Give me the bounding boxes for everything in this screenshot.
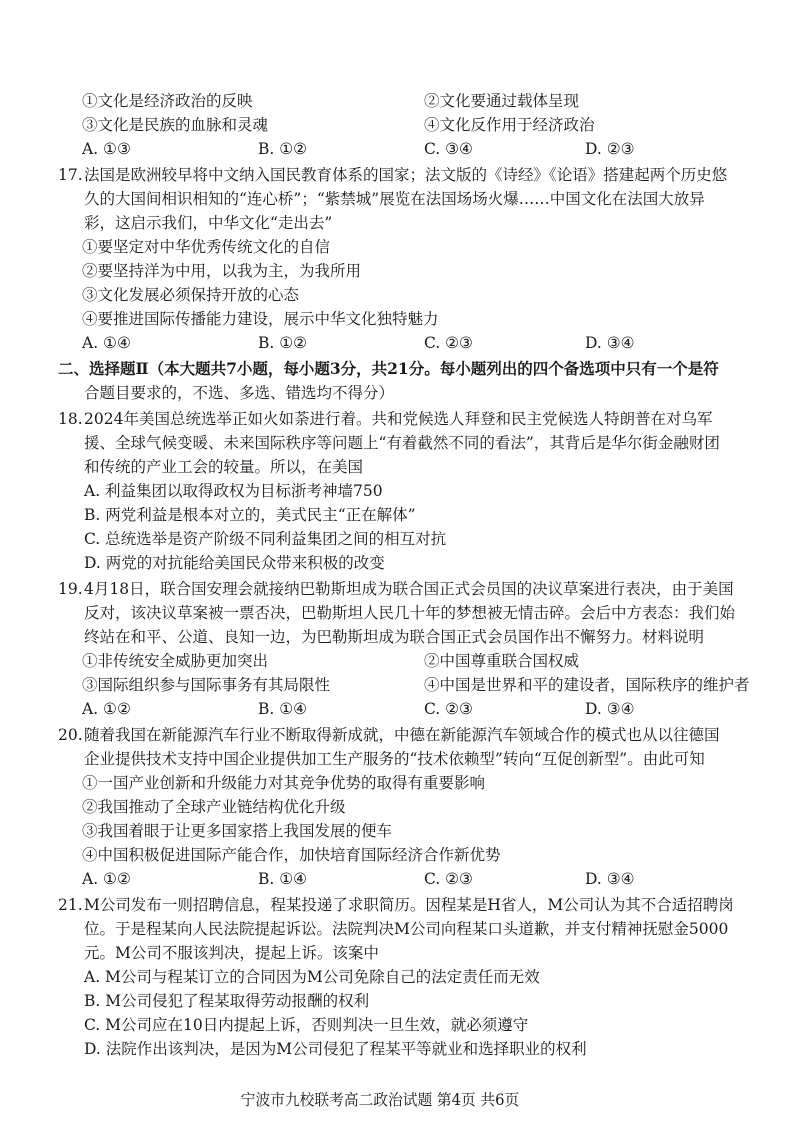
q21-option-c: C. M公司应在10日内提起上诉，否则判决一旦生效，就必须遵守: [84, 1016, 529, 1034]
q17-option-a: A. ①④: [82, 334, 131, 352]
q16-statement-1: ①文化是经济政治的反映: [82, 92, 253, 110]
q17-statement-4: ④要推进国际传播能力建设，展示中华文化独特魅力: [82, 310, 439, 328]
q19-statement-2: ②中国尊重联合国权威: [424, 652, 580, 670]
q16-option-a: A. ①③: [82, 140, 131, 158]
q18-stem-line-2: 援、全球气候变暖、未来国际秩序等问题上“有着截然不同的看法”，其背后是华尔街金融财团: [84, 434, 720, 452]
q18-stem-line-3: 和传统的产业工会的较量。所以，在美国: [84, 458, 364, 476]
q20-statement-1: ①一国产业创新和升级能力对其竞争优势的取得有重要影响: [82, 774, 486, 792]
q19-statement-3: ③国际组织参与国际事务有其局限性: [82, 676, 331, 694]
q21-number: 21.: [58, 896, 83, 914]
q16-statement-4: ④文化反作用于经济政治: [424, 116, 595, 134]
q19-stem-line-3: 终站在和平、公道、良知一边，为巴勒斯坦成为联合国正式会员国作出不懈努力。材料说明: [84, 628, 705, 646]
q20-option-a: A. ①②: [82, 870, 131, 888]
q18-option-d: D. 两党的对抗能给美国民众带来积极的改变: [84, 554, 385, 572]
q21-stem-line-2: 位。于是程某向人民法院提起诉讼。法院判决M公司向程某口头道歉，并支付精神抚慰金5000: [84, 920, 729, 938]
q21-option-b: B. M公司侵犯了程某取得劳动报酬的权利: [84, 992, 370, 1010]
q19-option-d: D. ③④: [585, 700, 635, 718]
q19-stem-line-1: 4月18日，联合国安理会就接纳巴勒斯坦成为联合国正式会员国的决议草案进行表决，由于美国: [84, 580, 734, 598]
q21-option-d: D. 法院作出该判决，是因为M公司侵犯了程某平等就业和选择职业的权利: [84, 1040, 587, 1058]
q20-stem-line-1: 随着我国在新能源汽车行业不断取得新成就，中德在新能源汽车领域合作的模式也从以往德国: [84, 726, 720, 744]
q20-option-b: B. ①④: [258, 870, 308, 888]
q17-number: 17.: [58, 166, 83, 184]
q19-option-a: A. ①②: [82, 700, 131, 718]
q20-number: 20.: [58, 726, 83, 744]
q20-statement-3: ③我国着眼于让更多国家搭上我国发展的便车: [82, 822, 393, 840]
q17-stem-line-3: 彩，这启示我们，中华文化“走出去”: [84, 214, 333, 232]
section-2-heading-line-2: 合题目要求的，不选、多选、错选均不得分）: [84, 384, 395, 402]
q17-statement-2: ②要坚持洋为中用，以我为主，为我所用: [82, 262, 362, 280]
page-footer: 宁波市九校联考高二政治试题 第4页 共6页: [240, 1091, 520, 1109]
q16-option-b: B. ①②: [258, 140, 308, 158]
q19-statement-4: ④中国是世界和平的建设者，国际秩序的维护者: [424, 676, 750, 694]
section-2-heading-text: 二、选择题Ⅱ（本大题共7小题，每小题3分，共21分。每小题列出的四个备选项中只有一个是符: [58, 359, 719, 378]
q20-option-c: C. ②③: [424, 870, 473, 888]
q17-option-b: B. ①②: [258, 334, 308, 352]
q16-option-d: D. ②③: [585, 140, 635, 158]
q19-statement-1: ①非传统安全威胁更加突出: [82, 652, 269, 670]
q21-stem-line-3: 元。M公司不服该判决，提起上诉。该案中: [84, 944, 379, 962]
q17-option-c: C. ②③: [424, 334, 473, 352]
q17-stem-line-1: 法国是欧洲较早将中文纳入国民教育体系的国家；法文版的《诗经》《论语》搭建起两个历史悠: [84, 166, 728, 184]
q17-statement-3: ③文化发展必须保持开放的心态: [82, 286, 300, 304]
q20-statement-4: ④中国积极促进国际产能合作，加快培育国际经济合作新优势: [82, 846, 501, 864]
q18-option-c: C. 总统选举是资产阶级不同利益集团之间的相互对抗: [84, 530, 447, 548]
q18-stem-line-1: 2024年美国总统选举正如火如荼进行着。共和党候选人拜登和民主党候选人特朗普在对乌军: [84, 410, 713, 428]
q16-statement-2: ②文化要通过载体呈现: [424, 92, 580, 110]
q18-option-a: A. 利益集团以取得政权为目标浙考神墙750: [84, 482, 383, 500]
q16-statement-3: ③文化是民族的血脉和灵魂: [82, 116, 269, 134]
q19-stem-line-2: 反对，该决议草案被一票否决，巴勒斯坦人民几十年的梦想被无情击碎。会后中方表态：我们始: [84, 604, 736, 622]
q20-option-d: D. ③④: [585, 870, 635, 888]
q17-statement-1: ①要坚定对中华优秀传统文化的自信: [82, 238, 331, 256]
q20-stem-line-2: 企业提供技术支持中国企业提供加工生产服务的“技术依赖型”转向“互促创新型”。由此可知: [84, 750, 705, 768]
q16-option-c: C. ③④: [424, 140, 473, 158]
q21-stem-line-1: M公司发布一则招聘信息，程某投递了求职简历。因程某是H省人，M公司认为其不合适招聘岗: [84, 896, 734, 914]
q19-option-c: C. ②③: [424, 700, 473, 718]
q19-number: 19.: [58, 580, 83, 598]
q19-option-b: B. ①④: [258, 700, 308, 718]
q21-option-a: A. M公司与程某订立的合同因为M公司免除自己的法定责任而无效: [84, 968, 540, 986]
q18-option-b: B. 两党利益是根本对立的，美式民主“正在解体”: [84, 506, 416, 524]
q17-stem-line-2: 久的大国间相识相知的“连心桥”；“紫禁城”展览在法国场场火爆……中国文化在法国大放异: [84, 190, 705, 208]
q18-number: 18.: [58, 410, 83, 428]
q17-option-d: D. ③④: [585, 334, 635, 352]
q20-statement-2: ②我国推动了全球产业链结构优化升级: [82, 798, 346, 816]
section-2-heading: [58, 358, 719, 380]
